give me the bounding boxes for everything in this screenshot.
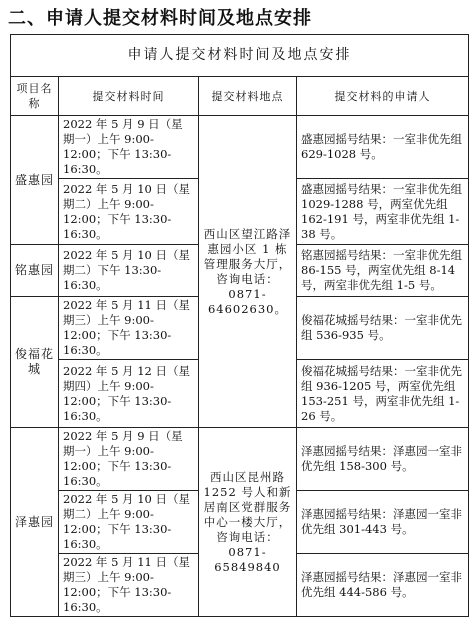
table-title: 申请人提交材料时间及地点安排 (11, 35, 469, 77)
applicants-cell: 盛惠园摇号结果：一室非优先组 629-1028 号。 (297, 116, 469, 179)
project-cell: 俊福花城 (11, 297, 59, 428)
project-cell: 泽惠园 (11, 428, 59, 617)
time-cell: 2022 年 5 月 11 日（星期三）上午 9:00-12:00；下午 13:30-16:30。 (59, 554, 199, 617)
time-cell: 2022 年 5 月 12 日（星期四）上午 9:00-12:00；下午 13:30-16:30。 (59, 360, 199, 428)
applicants-cell: 盛惠园摇号结果：一室非优先组 1029-1288 号，两室优先组 162-191 号，两室非优先组 1-38 号。 (297, 179, 469, 245)
header-project: 项目名称 (11, 77, 59, 116)
project-cell: 铭惠园 (11, 245, 59, 297)
time-cell: 2022 年 5 月 10 日（星期二）上午 9:00-12:00；下午 13:30-16:30。 (59, 179, 199, 245)
table-row (11, 116, 469, 179)
time-cell: 2022 年 5 月 11 日（星期三）上午 9:00-12:00；下午 13:30-16:30。 (59, 297, 199, 360)
time-cell: 2022 年 5 月 10 日（星期二）下午 13:30-16:30。 (59, 245, 199, 297)
applicants-cell: 俊福花城摇号结果：一室非优先组 536-935 号。 (297, 297, 469, 360)
header-time: 提交材料时间 (59, 77, 199, 116)
applicants-cell: 泽惠园摇号结果：泽惠园一室非优先组 301-443 号。 (297, 491, 469, 554)
applicants-cell: 泽惠园摇号结果：泽惠园一室非优先组 158-300 号。 (297, 428, 469, 491)
table-header-row (11, 77, 469, 116)
applicants-cell: 铭惠园摇号结果：一室非优先组 86-155 号，两室优先组 8-14 号，两室非优先组 1-5 号。 (297, 245, 469, 297)
time-cell: 2022 年 5 月 9 日（星期一）上午 9:00-12:00；下午 13:30-16:30。 (59, 428, 199, 491)
table-row (11, 428, 469, 491)
section-heading: 二、申请人提交材料时间及地点安排 (8, 8, 312, 29)
project-cell: 盛惠园 (11, 116, 59, 245)
time-cell: 2022 年 5 月 9 日（星期一）上午 9:00-12:00；下午 13:30-16:30。 (59, 116, 199, 179)
header-place: 提交材料地点 (199, 77, 297, 116)
place-cell: 西山区望江路泽惠园小区 1 栋管理服务大厅，咨询电话：0871-64602630。 (199, 116, 297, 428)
place-cell: 西山区昆州路 1252 号人和新居南区党群服务中心一楼大厅，咨询电话：0871-65849840 (199, 428, 297, 617)
applicants-cell: 泽惠园摇号结果：泽惠园一室非优先组 444-586 号。 (297, 554, 469, 617)
schedule-table (10, 34, 469, 617)
time-cell: 2022 年 5 月 10 日（星期二）上午 9:00-12:00；下午 13:30-16:30。 (59, 491, 199, 554)
header-applicants: 提交材料的申请人 (297, 77, 469, 116)
applicants-cell: 俊福花城摇号结果：一室非优先组 936-1205 号，两室优先组 153-251 号，两室非优先组 1-26 号。 (297, 360, 469, 428)
